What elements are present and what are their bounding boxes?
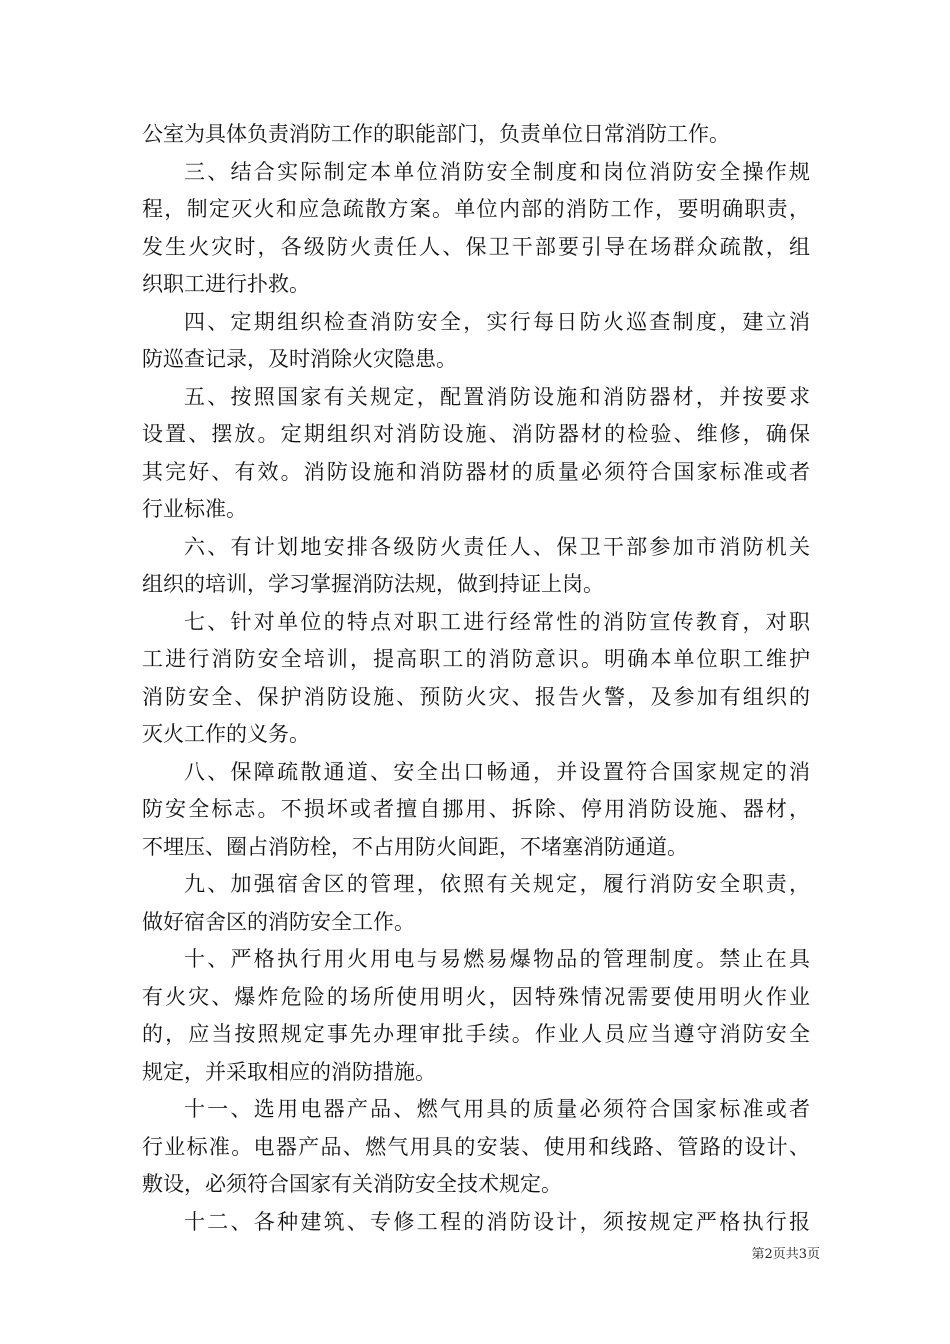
paragraph-line: 发生火灾时，各级防火责任人、保卫干部要引导在场群众疏散，组 — [142, 234, 810, 259]
paragraph-line: 十一、选用电器产品、燃气用具的质量必须符合国家标准或者 — [184, 1097, 810, 1121]
paragraph — [142, 154, 810, 304]
paragraph-line: 九、加强宿舍区的管理，依照有关规定，履行消防安全职责， — [184, 872, 810, 896]
paragraph — [142, 304, 810, 379]
paragraph-line: 十、严格执行用火用电与易燃易爆物品的管理制度。禁止在具 — [184, 947, 810, 971]
paragraph — [142, 941, 810, 1091]
paragraph-line: 做好宿舍区的消防安全工作。 — [142, 909, 415, 934]
paragraph-line: 行业标准。电器产品、燃气用具的安装、使用和线路、管路的设计、 — [142, 1134, 810, 1159]
paragraph — [142, 866, 810, 941]
paragraph-line: 程，制定灭火和应急疏散方案。单位内部的消防工作，要明确职责， — [142, 197, 810, 221]
paragraph-line: 敷设，必须符合国家有关消防安全技术规定。 — [142, 1172, 562, 1196]
paragraph-line: 规定，并采取相应的消防措施。 — [142, 1059, 436, 1084]
document-body — [142, 116, 810, 1241]
paragraph-line: 设置、摆放。定期组织对消防设施、消防器材的检验、维修，确保 — [142, 422, 810, 446]
paragraph — [142, 529, 810, 604]
paragraph-line: 四、定期组织检查消防安全，实行每日防火巡查制度，建立消 — [184, 309, 810, 334]
paragraph — [142, 116, 810, 154]
paragraph-line: 组织的培训，学习掌握消防法规，做到持证上岗。 — [142, 572, 604, 596]
paragraph-line: 防安全标志。不损坏或者擅自挪用、拆除、停用消防设施、器材， — [142, 797, 810, 821]
paragraph-line: 消防安全、保护消防设施、预防火灾、报告火警，及参加有组织的 — [142, 684, 810, 709]
paragraph-line: 行业标准。 — [142, 497, 247, 521]
paragraph-line: 防巡查记录，及时消除火灾隐患。 — [142, 347, 457, 371]
paragraph-line: 三、结合实际制定本单位消防安全制度和岗位消防安全操作规 — [184, 159, 810, 184]
paragraph — [142, 379, 810, 529]
paragraph — [142, 604, 810, 754]
paragraph-line: 七、针对单位的特点对职工进行经常性的消防宣传教育，对职 — [184, 609, 810, 634]
paragraph — [142, 1091, 810, 1204]
page-number-footer: 第2页共3页 — [751, 1247, 820, 1262]
paragraph-line: 灭火工作的义务。 — [142, 722, 310, 746]
paragraph-line: 的，应当按照规定事先办理审批手续。作业人员应当遵守消防安全 — [142, 1022, 810, 1046]
paragraph-line: 八、保障疏散通道、安全出口畅通，并设置符合国家规定的消 — [184, 759, 810, 784]
paragraph-line: 有火灾、爆炸危险的场所使用明火，因特殊情况需要使用明火作业 — [142, 984, 810, 1009]
paragraph-line: 六、有计划地安排各级防火责任人、保卫干部参加市消防机关 — [184, 534, 810, 559]
paragraph-line: 不埋压、圈占消防栓，不占用防火间距，不堵塞消防通道。 — [142, 834, 688, 859]
paragraph-line: 十二、各种建筑、专修工程的消防设计，须按规定严格执行报 — [184, 1209, 810, 1234]
paragraph-line: 其完好、有效。消防设施和消防器材的质量必须符合国家标准或者 — [142, 459, 810, 484]
paragraph — [142, 1204, 810, 1242]
paragraph-line: 工进行消防安全培训，提高职工的消防意识。明确本单位职工维护 — [142, 647, 810, 671]
paragraph — [142, 754, 810, 867]
paragraph-line: 织职工进行扑救。 — [142, 272, 310, 296]
paragraph-line: 五、按照国家有关规定，配置消防设施和消防器材，并按要求 — [184, 384, 810, 409]
paragraph-line: 公室为具体负责消防工作的职能部门，负责单位日常消防工作。 — [142, 122, 730, 146]
